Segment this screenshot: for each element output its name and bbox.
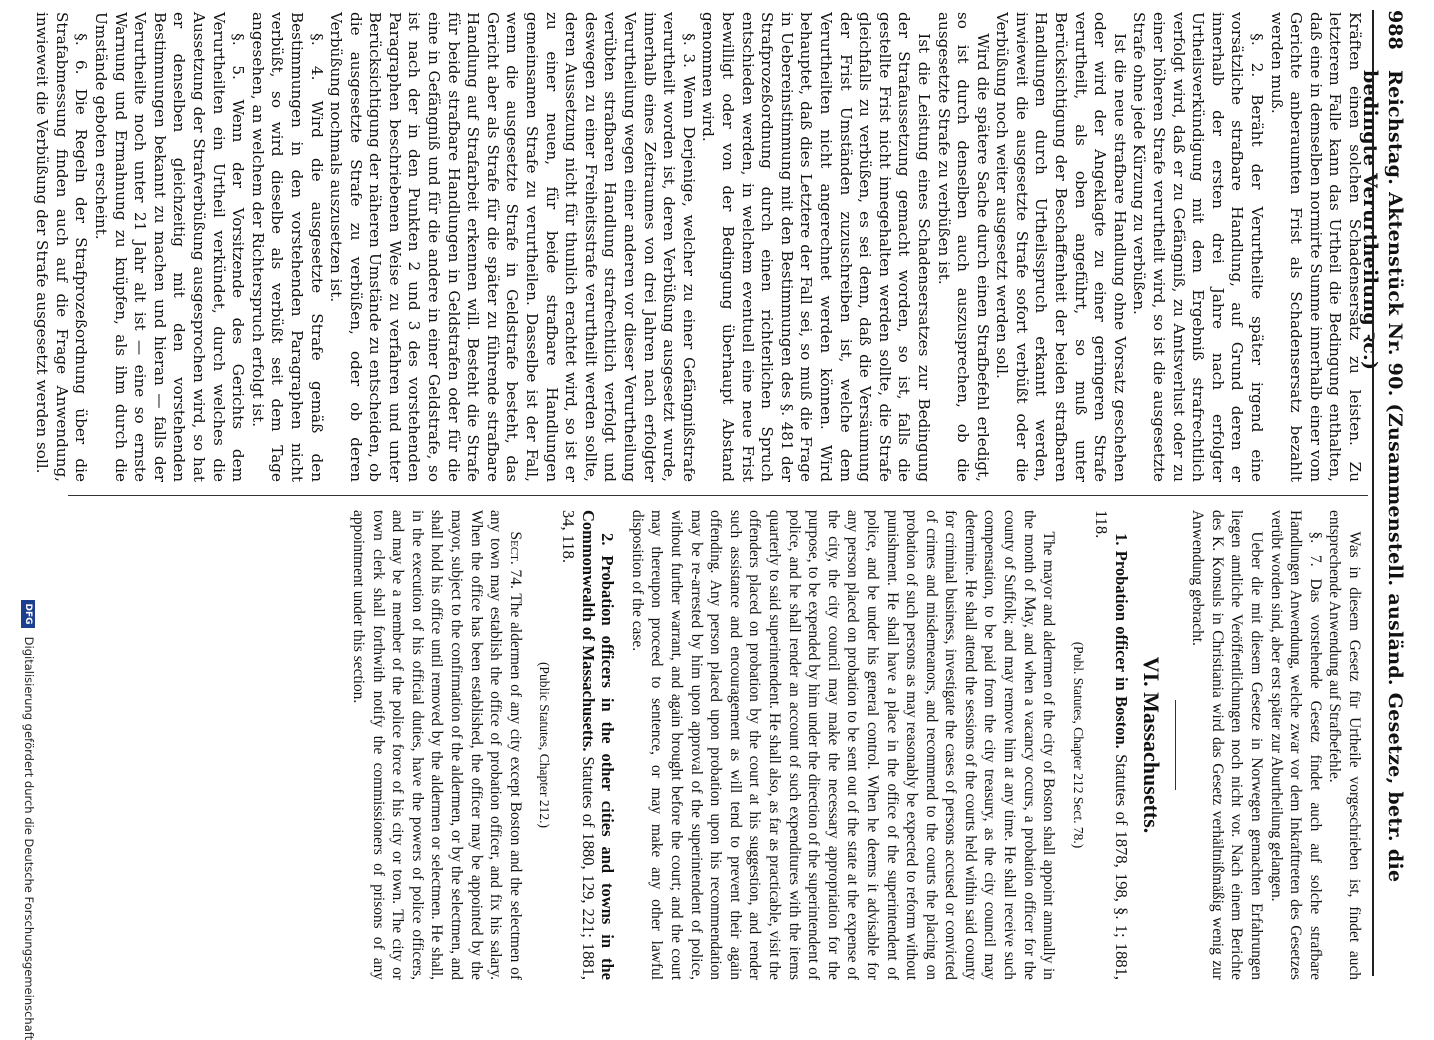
paragraph (349, 510, 525, 980)
footer-text: Digitalisierung gefördert durch die Deutsche Forschungsgemeinschaft (22, 636, 36, 1040)
paragraph: Ist die Leistung eines Schadensersatzes zur Bedingung der Strafaussetzung gemacht worden, so ist, falls die gestellte Frist nicht innegehalten werden sollte, die Strafe gleichfalls zu verbüßen, es sei denn, daß die Versäumung der Frist Umständen zuzuschreiben ist, welche dem Verurtheilten nicht angerechnet werden können. Wird behauptet, daß dies Letztere der Fall sei, so muß die Frage in Uebereinstimmung mit den Bestimmungen des §. 481 der Strafprozeßordnung durch einen richterlichen Spruch entschieden werden, in welchem eventuell eine neue Frist bewilligt oder von der Bedingung überhaupt Abstand genommen wird. (699, 12, 933, 482)
dfg-logo-icon: DFG (22, 600, 36, 628)
paragraph: §. 4. Wird die ausgesetzte Strafe gemäß den Bestimmungen in den vorstehenden Paragraphen nicht verbüßt, so wird dieselbe als verbüßt seit dem Tage angesehen, an welchem der Richterspruch erfolgt ist. (248, 12, 326, 482)
section-divider (1175, 700, 1176, 790)
page-title: Reichstag. Aktenstück Nr. 90. (Zusammenstell. ausländ. Gesetze, betr. die bedingte Verurtheilung ꝛc.) (1359, 70, 1406, 883)
header-rule (1372, 10, 1374, 976)
citation: (Public Statutes, Chapter 212.) (537, 661, 553, 829)
paragraph: Ueber die mit diesem Gesetze in Norwegen gemachten Erfahrungen liegen amtliche Veröffentlichungen noch nicht vor. Nach einem Berichte des K. Konsuls in Christiania wird das Gesetz verhältnißmäßig wenig zur Anwendung gebracht. (1189, 510, 1266, 980)
paragraph: The mayor and aldermen of the city of Boston shall appoint annually in the month of May, and when a vacancy occurs, a probation officer for the county of Suffolk; and may remove him at any time. He shall receive such compensation, to be paid from the city treasury, as the city council may determine. He shall attend the sessions of the courts held within said county for criminal business, investigate the cases of persons accused or convicted of crimes and misdemeanors, and recommend to the courts the placing on probation of such persons as may reasonably be expected to reform without punishment. He shall have a place in the office of the superintendent of police, and be under his general control. When he deems it advisable for any person placed on probation to be sent out of the state at the expense of the city, the city council may make the necessary appropriation for the purpose, to be expended by him under the direction of the superintendent of police, and he shall render an account of such expenditures with the items quarterly to said superintendent. He shall also, as far as practicable, visit the offenders placed on probation by the court at his suggestion, and render such assistance and encouragement as will tend to prevent their again offending. Any person placed upon probation upon his recommendation may be re-arrested by him upon approval of the superintendent of police, without further warrant, and again brought before the court; and the court may thereupon proceed to sentence, or may make any other lawful disposition of the case. (628, 510, 1058, 980)
paragraph: §. 2. Beräht der Verurtheilte später irgend eine vorsätzliche strafbare Handlung, auf Grund deren er innerhalb der ersten drei Jahre nach erfolgter Urtheilsverkündigung mit dem Ergebniß strafrechtlich verfolgt wird, daß er zu Gefängniß, zu Amtsverlust oder zu einer höheren Strafe verurtheilt wird, so ist die ausgesetzte Strafe ohne jede Kürzung zu verbüßen. (1130, 12, 1267, 482)
citation: (Publ. Statutes, Chapter 212 Sect. 78.) (1070, 641, 1086, 849)
subsection-heading-statutes: Statutes of 1880, 129, 221; 1881, 34, 118. (559, 510, 598, 980)
paragraph: Ist die neue strafbare Handlung ohne Vorsatz geschehen oder wird der Angeklagte zu einer geringeren Strafe verurtheilt, als oben angeführt, so muß unter Berücksichtigung der Beschaffenheit der beiden strafbaren Handlungen durch Urtheilsspruch erkannt werden, inwieweit die ausgesetzte Strafe sofort verbüßt oder die Verbüßung noch weiter ausgesetzt werden soll. (993, 12, 1129, 482)
page-header (1359, 10, 1406, 976)
subsection-heading-bold: 1. Probation officer in Boston. (1112, 533, 1132, 749)
footer (12, 600, 36, 1040)
section-label: Sect. 74. (506, 531, 524, 589)
paragraph: Was in diesem Gesetz für Urtheile vorgeschrieben ist, findet auch entsprechende Anwendung auf Strafbefehle. (1326, 510, 1363, 980)
paragraph: §. 3. Wenn Derjenige, welcher zu einer Gefängnißstrafe verurtheilt worden ist, deren Verbüßung ausgesetzt wurde, innerhalb eines Zeitraumes von drei Jahren nach erfolgter Verurtheilung wegen einer anderen vor dieser Verurtheilung verübten strafbaren Handlung strafrechtlich verfolgt und deswegen zu einer Freiheitsstrafe verurtheilt werden sollte, deren Aussetzung nicht für thunlich erachtet wird, so ist er zu einer neuen, für beide strafbare Handlungen gemeinsamen Strafe zu verurtheilen. Dasselbe ist der Fall, wenn die ausgesetzte Strafe in Geldstrafe besteht, das Gericht aber als Strafe für die später zu führende strafbare Handlung auf Strafarbeit erkennen will. Besteht die Strafe für beide strafbare Handlungen in Geldstrafen oder für die eine in Gefängniß und für die andere in einer Geldstrafe, so ist nach der in den Punkten 2 und 3 des vorstehenden Paragraphen beschriebenen Weise zu verfahren und unter Berücksichtigung der näheren Umstände zu entscheiden, ob die ausgesetzte Strafe zu verbüßen, oder ob deren Verbüßung nochmals auszusetzen ist. (327, 12, 698, 482)
paragraph: Wird die spätere Sache durch einen Strafbefehl erledigt, so ist durch denselben auch auszusprechen, ob die ausgesetzte Strafe zu verbüßen ist. (934, 12, 992, 482)
paragraph: §. 5. Wenn der Vorsitzende des Gerichts dem Verurtheilten ein Urtheil verkündet, durch welches die Aussetzung der Strafverbüßung ausgesprochen wird, so hat er denselben gleichzeitig mit den vorstehenden Bestimmungen bekannt zu machen und hieran — falls der Verurtheilte noch unter 21 Jahr alt ist — eine so ernste Warnung und Ermahnung zu knüpfen, als ihm durch die Umstände geboten erscheint. (92, 12, 248, 482)
right-column (349, 510, 1365, 980)
paragraph: §. 7. Das vorstehende Gesetz findet auch auf solche strafbare Handlungen Anwendung, welche zwar vor dem Inkrafttreten des Gesetzes verübt worden sind, aber erst später zur Aburtheilung gelangen. (1267, 510, 1324, 980)
subsection-heading-statutes: Statutes of 1878, 198, §. 1; 1881, 118. (1092, 510, 1132, 981)
paragraph: Kräften einen solchen Schadensersatz zu leisten. Zu letzterem Falle kann das Urtheil die Bedingung enthalten, daß eine in demselben normirte Summe innerhalb einer vom Gerichte anberaumten Frist als Schadensersatz bezahlt werden muß. (1267, 12, 1364, 482)
subsection-heading-bold: 2. Probation officers in the other cities and towns in the Commonwealth of Massachusetts. (578, 510, 618, 980)
column-divider (68, 495, 1368, 496)
page-number: 988 (1384, 10, 1406, 50)
section-title: VI. Massachusetts. (1138, 656, 1164, 834)
left-column (32, 12, 1364, 482)
paragraph: §. 6. Die Regeln der Strafprozeßordnung über die Strafabmessung finden auch auf die Frage Anwendung, inwieweit die Verbüßung der Strafe ausgesetzt werden soll. (33, 12, 91, 482)
section-text: The aldermen of any city except Boston and the selectmen of any town may establish the office of probation officer, and fix his salary. When the office has been established, the officer may be appointed by the mayor, subject to the confirmation of the aldermen, or by the selectmen, and shall hold his office until removed by the aldermen or selectmen. He shall, in the execution of his official duties, have the powers of police officers, and may be a member of the police force of his city or town. The city or town clerk shall forthwith notify the commissioners of prisons of any appointment under this section. (350, 510, 524, 980)
subsection-heading (1092, 510, 1131, 980)
subsection-heading (558, 510, 617, 980)
